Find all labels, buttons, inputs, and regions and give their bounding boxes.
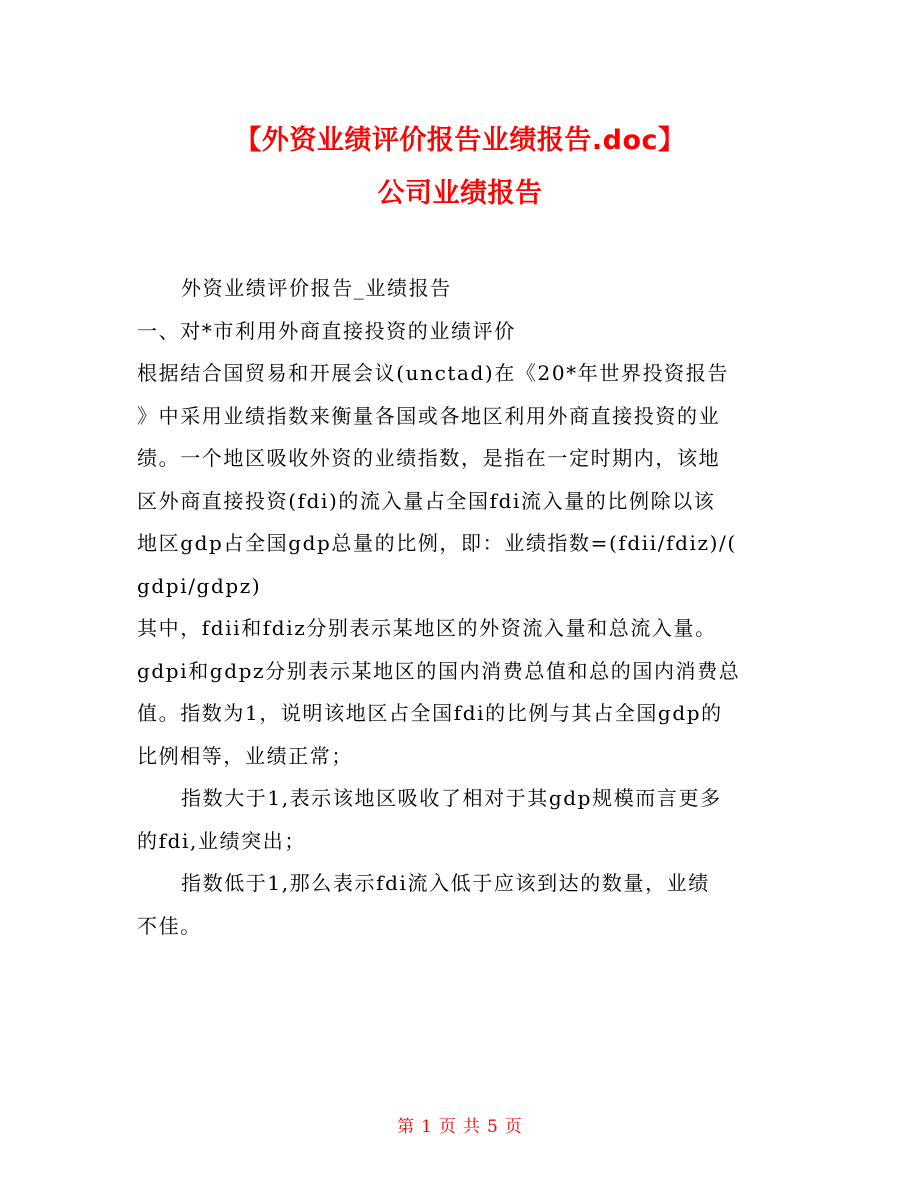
- document-title: 【外资业绩评价报告业绩报告.doc】: [234, 125, 686, 156]
- paragraph-line: gdpi和gdpz分别表示某地区的国内消费总值和总的国内消费总: [137, 658, 741, 683]
- section-heading: 一、对*市利用外商直接投资的业绩评价: [137, 318, 516, 343]
- paragraph-line: gdpi/gdpz): [137, 573, 262, 598]
- paragraph-line: 区外商直接投资(fdi)的流入量占全国fdi流入量的比例除以该: [137, 488, 716, 513]
- footer-page-prefix: 第: [397, 1117, 416, 1137]
- page-footer: [0, 1112, 920, 1137]
- paragraph-line: 其中，fdii和fdiz分别表示某地区的外资流入量和总流入量。: [137, 616, 717, 640]
- paragraph-line: 不佳。: [137, 913, 202, 938]
- paragraph-line: 值。指数为1，说明该地区占全国fdi的比例与其占全国gdp的: [137, 701, 723, 725]
- document-subtitle: 公司业绩报告: [377, 178, 543, 209]
- paragraph-line: 》中采用业绩指数来衡量各国或各地区利用外商直接投资的业: [137, 403, 721, 428]
- footer-page-number: 1: [421, 1117, 433, 1137]
- paragraph-line: 指数大于1,表示该地区吸收了相对于其gdp规模而言更多: [181, 786, 722, 810]
- paragraph-line: 绩。一个地区吸收外资的业绩指数，是指在一定时期内，该地: [137, 446, 721, 470]
- paragraph-line: 的fdi,业绩突出；: [137, 828, 306, 853]
- paragraph-line: 根据结合国贸易和开展会议(unctad)在《20*年世界投资报告: [137, 361, 729, 385]
- footer-page-mid: 页: [439, 1117, 457, 1137]
- document-body: [137, 267, 787, 947]
- paragraph-line: 比例相等，业绩正常；: [137, 743, 353, 768]
- paragraph-line: 指数低于1,那么表示fdi流入低于应该到达的数量，业绩: [181, 871, 710, 895]
- footer-total-label: 共: [463, 1117, 481, 1137]
- footer-total-pages: 5: [487, 1117, 499, 1137]
- paragraph-line: 地区gdp占全国gdp总量的比例，即：业绩指数=(fdii/fdiz)/(: [137, 531, 737, 555]
- paragraph-line: 外资业绩评价报告_业绩报告: [181, 276, 452, 300]
- footer-page-suffix: 页: [504, 1117, 523, 1137]
